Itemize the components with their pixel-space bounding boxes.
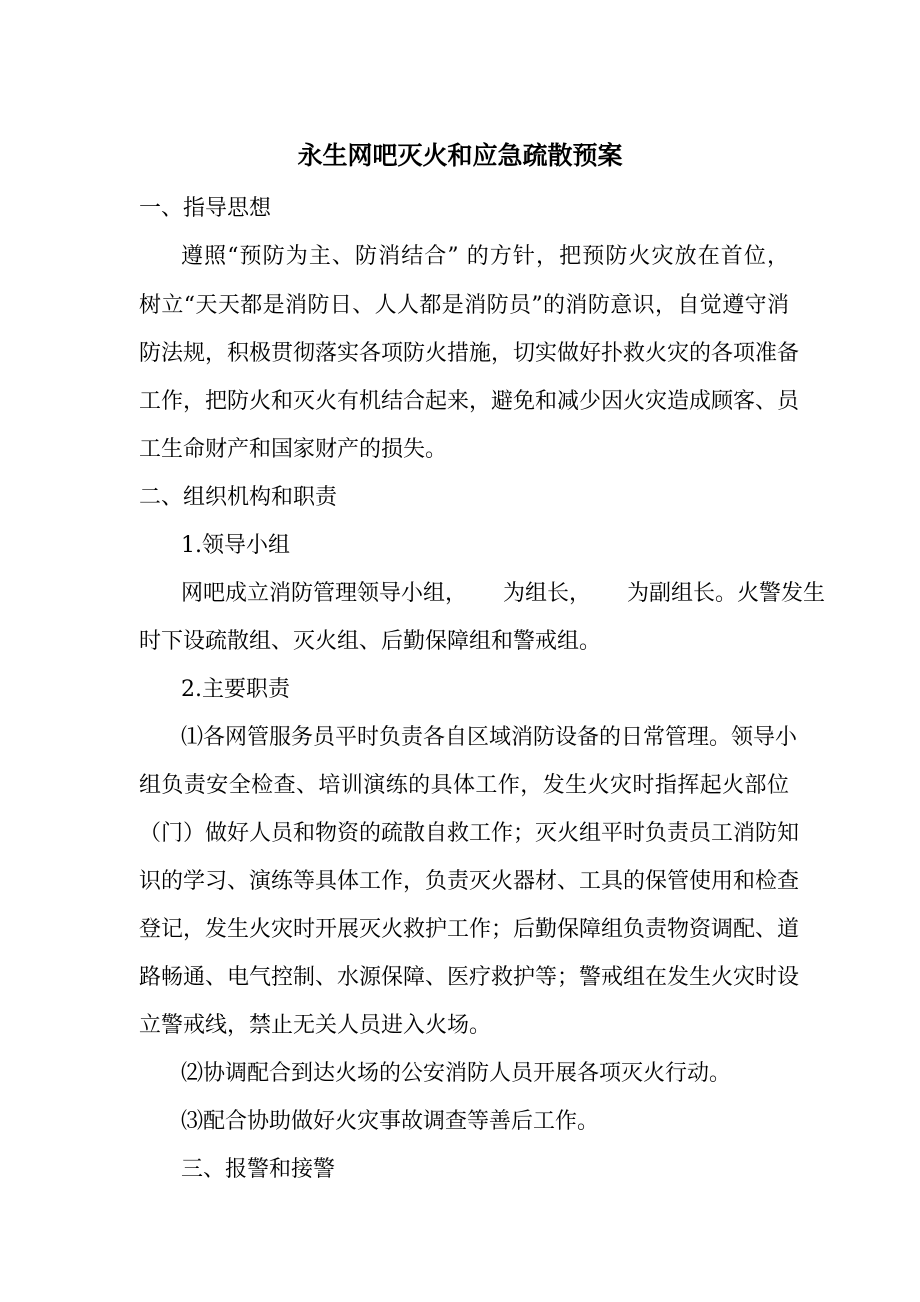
paragraph-line [181, 578, 826, 610]
document-title: 永生网吧灭火和应急疏散预案 [297, 141, 623, 170]
paragraph-line: 防法规，积极贯彻落实各项防火措施，切实做好扑救火灾的各项准备 [139, 341, 800, 366]
paragraph-line: 组负责安全检查、培训演练的具体工作，发生火灾时指挥起火部位 [139, 773, 789, 798]
text-fragment: 为副组长。火警发生 [627, 581, 826, 606]
section-heading-guiding-ideology: 一、指导思想 [139, 196, 272, 221]
subsection-heading-leadership-group: 1.领导小组 [181, 533, 290, 558]
section-heading-alarm: 三、报警和接警 [181, 1157, 336, 1182]
subsection-heading-main-duties: 2.主要职责 [181, 677, 290, 702]
paragraph-line: 工作，把防火和灭火有机结合起来，避免和减少因火灾造成顾客、员 [139, 389, 800, 414]
paragraph-line: 登记，发生火灾时开展灭火救护工作；后勤保障组负责物资调配、道 [139, 917, 800, 942]
paragraph-line: 工生命财产和国家财产的损失。 [139, 437, 448, 462]
text-fragment: 网吧成立消防管理领导小组， [181, 581, 468, 606]
paragraph-line: ⑶配合协助做好火灾事故调查等善后工作。 [181, 1109, 600, 1134]
section-heading-organization: 二、组织机构和职责 [139, 485, 338, 510]
paragraph-line: ⑵协调配合到达火场的公安消防人员开展各项灭火行动。 [181, 1061, 732, 1086]
paragraph-line: （门）做好人员和物资的疏散自救工作；灭火组平时负责员工消防知 [139, 821, 800, 846]
paragraph-line: 路畅通、电气控制、水源保障、医疗救护等；警戒组在发生火灾时设 [139, 965, 800, 990]
paragraph-line: 遵照“预防为主、防消结合” 的方针，把预防火灾放在首位， [181, 244, 789, 269]
paragraph-line: 树立“天天都是消防日、人人都是消防员”的消防意识，自觉遵守消 [139, 293, 789, 318]
paragraph-line: 时下设疏散组、灭火组、后勤保障组和警戒组。 [139, 629, 602, 654]
paragraph-line: ⑴各网管服务员平时负责各自区域消防设备的日常管理。领导小 [181, 725, 798, 750]
paragraph-line: 立警戒线，禁止无关人员进入火场。 [139, 1013, 492, 1038]
paragraph-line: 识的学习、演练等具体工作，负责灭火器材、工具的保管使用和检查 [139, 869, 800, 894]
text-fragment: 为组长， [503, 581, 592, 606]
